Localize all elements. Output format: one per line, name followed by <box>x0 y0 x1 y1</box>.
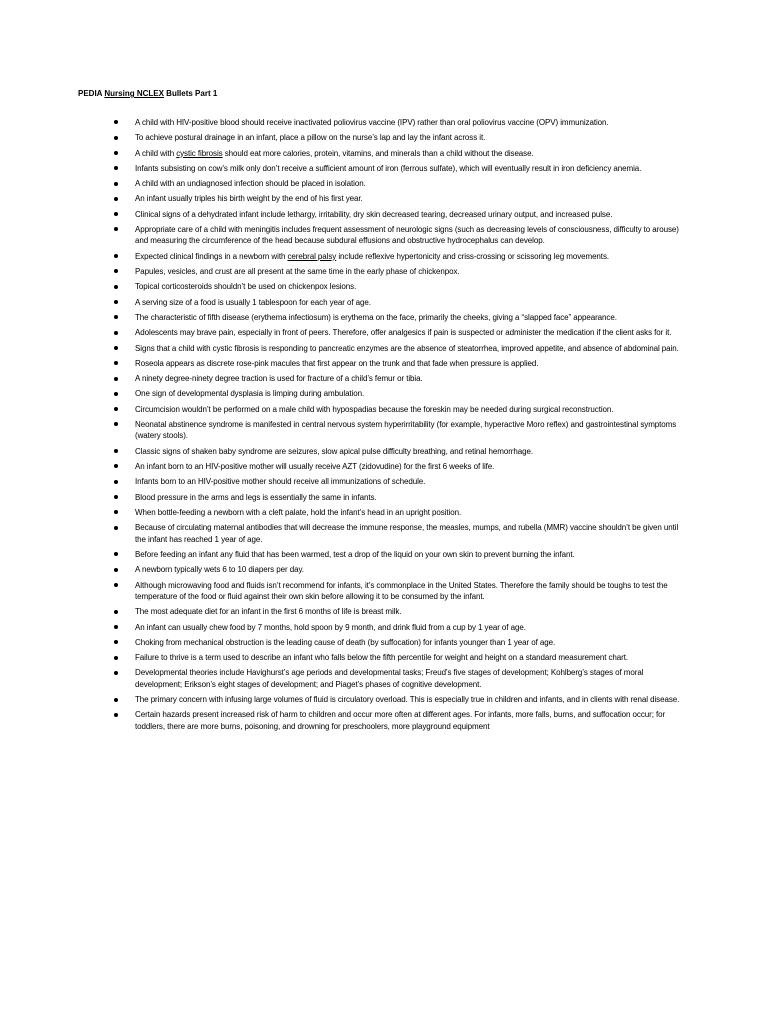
bullet-text <box>135 267 460 276</box>
bullet-text-before: A child with <box>135 148 177 158</box>
bullet-dot-icon <box>114 331 118 335</box>
bullet-link[interactable]: cystic fibrosis <box>176 148 223 158</box>
bullet-text-before: Choking from mechanical obstruction is the leading cause of death (by suffocation) for infants younger than 1 year of age. <box>135 637 556 647</box>
bullet-item <box>78 148 690 159</box>
bullet-text <box>135 607 401 616</box>
bullet-item <box>78 297 690 308</box>
bullet-item <box>78 224 690 247</box>
bullet-text-before: A child with an undiagnosed infection should be placed in isolation. <box>135 179 366 189</box>
bullet-text <box>135 447 533 456</box>
bullet-item <box>78 312 690 323</box>
bullet-text-before: Failure to thrive is a term used to describe an infant who falls below the fifth percentile for weight and height on a standard measurement chart. <box>135 653 629 663</box>
bullet-text <box>135 523 678 543</box>
bullet-text-before: The primary concern with infusing large volumes of fluid is circulatory overload. This is especially true in children and infants, and in clients with renal disease. <box>135 695 680 705</box>
bullet-text-before: A newborn typically wets 6 to 10 diapers per day. <box>135 565 304 575</box>
bullet-text <box>135 328 671 337</box>
bullet-text <box>135 313 617 322</box>
bullet-item <box>78 419 690 442</box>
bullet-text-before: Circumcision wouldn’t be performed on a male child with hypospadias because the foreskin may be needed during surgical reconstruction. <box>135 404 614 414</box>
bullet-list <box>78 117 690 732</box>
bullet-dot-icon <box>114 300 118 304</box>
bullet-dot-icon <box>114 480 118 484</box>
bullet-dot-icon <box>114 407 118 411</box>
bullet-dot-icon <box>114 610 118 614</box>
bullet-text <box>135 374 423 383</box>
title-suffix: Bullets Part 1 <box>163 89 218 98</box>
bullet-item <box>78 446 690 457</box>
bullet-item <box>78 564 690 575</box>
bullet-dot-icon <box>114 285 118 289</box>
bullet-item <box>78 476 690 487</box>
bullet-text-before: Topical corticosteroids shouldn’t be used on chickenpox lesions. <box>135 282 357 292</box>
bullet-text-before: Neonatal abstinence syndrome is manifested in central nervous system hyperirritability (for example, hyperactive Moro reflex) and gastrointestinal symptoms (watery stools). <box>135 420 677 441</box>
bullet-dot-icon <box>114 671 118 675</box>
bullet-item <box>78 132 690 143</box>
bullet-item <box>78 492 690 503</box>
bullet-text <box>135 462 494 471</box>
bullet-text-before: Signs that a child with cystic fibrosis is responding to pancreatic enzymes are the absence of steatorrhea, improved appetite, and absence of abdominal pain. <box>135 343 679 353</box>
bullet-text <box>135 638 555 647</box>
bullet-text <box>135 149 534 158</box>
bullet-dot-icon <box>114 552 118 556</box>
bullet-item <box>78 606 690 617</box>
bullet-dot-icon <box>114 377 118 381</box>
bullet-item <box>78 163 690 174</box>
bullet-item <box>78 549 690 560</box>
document-title <box>78 88 690 99</box>
bullet-text-before: When bottle-feeding a newborn with a cleft palate, hold the infant’s head in an upright position. <box>135 507 462 517</box>
bullet-text <box>135 282 356 291</box>
bullet-item <box>78 327 690 338</box>
bullet-dot-icon <box>114 422 118 426</box>
bullet-dot-icon <box>114 182 118 186</box>
bullet-dot-icon <box>114 120 118 124</box>
bullet-text-before: Although microwaving food and fluids isn’t recommend for infants, it’s commonplace in the United States. Therefore the family should be toughs to test the temperature of the food or fluid against their own skin before allowing it to be consumed by the infant. <box>135 580 668 601</box>
bullet-dot-icon <box>114 625 118 629</box>
bullet-text <box>135 710 665 730</box>
bullet-dot-icon <box>114 583 118 587</box>
bullet-item <box>78 694 690 705</box>
bullet-dot-icon <box>114 495 118 499</box>
bullet-text <box>135 118 609 127</box>
bullet-text-before: Blood pressure in the arms and legs is essentially the same in infants. <box>135 492 377 502</box>
bullet-text <box>135 623 526 632</box>
bullet-item <box>78 652 690 663</box>
bullet-text <box>135 194 363 203</box>
bullet-text-before: Expected clinical findings in a newborn with <box>135 251 288 261</box>
bullet-text <box>135 133 485 142</box>
bullet-item <box>78 507 690 518</box>
bullet-dot-icon <box>114 640 118 644</box>
bullet-dot-icon <box>114 269 118 273</box>
bullet-text-before: Adolescents may brave pain, especially in front of peers. Therefore, offer analgesics if pain is suspected or administer the medication if the client asks for it. <box>135 328 672 338</box>
bullet-item <box>78 251 690 262</box>
bullet-text-before: Before feeding an infant any fluid that has been warmed, test a drop of the liquid on your own skin to prevent burning the infant. <box>135 549 575 559</box>
bullet-item <box>78 709 690 732</box>
bullet-text-before: The most adequate diet for an infant in the first 6 months of life is breast milk. <box>135 607 402 617</box>
bullet-item <box>78 622 690 633</box>
bullet-text-before: One sign of developmental dysplasia is limping during ambulation. <box>135 389 365 399</box>
bullet-text <box>135 653 628 662</box>
bullet-text <box>135 344 679 353</box>
bullet-dot-icon <box>114 227 118 231</box>
bullet-text-before: A child with HIV-positive blood should receive inactivated poliovirus vaccine (IPV) rather than oral poliovirus vaccine (OPV) immunization. <box>135 118 609 127</box>
bullet-text-before: Clinical signs of a dehydrated infant include lethargy, irritability, dry skin decreased tearing, decreased urinary output, and increased pulse. <box>135 209 613 219</box>
bullet-item <box>78 667 690 690</box>
bullet-item <box>78 178 690 189</box>
bullet-text-before: Infants subsisting on cow’s milk only don’t receive a sufficient amount of iron (ferrous sulfate), which will eventually result in iron deficiency anemia. <box>135 163 642 173</box>
bullet-text-before: An infant usually triples his birth weight by the end of his first year. <box>135 194 363 204</box>
bullet-text <box>135 298 371 307</box>
bullet-item <box>78 580 690 603</box>
bullet-dot-icon <box>114 212 118 216</box>
bullet-item <box>78 117 690 128</box>
bullet-text-before: A serving size of a food is usually 1 tablespoon for each year of age. <box>135 297 371 307</box>
bullet-dot-icon <box>114 449 118 453</box>
bullet-dot-icon <box>114 197 118 201</box>
bullet-dot-icon <box>114 656 118 660</box>
bullet-dot-icon <box>114 166 118 170</box>
bullet-text-after: should eat more calories, protein, vitamins, and minerals than a child without the disease. <box>222 148 534 158</box>
bullet-link[interactable]: cerebral palsy <box>287 251 337 261</box>
bullet-text <box>135 225 679 245</box>
bullet-text-before: Because of circulating maternal antibodies that will decrease the immune response, the measles, mumps, and rubella (MMR) vaccine shouldn’t be given until the infant has reached 1 year of age. <box>135 523 679 544</box>
title-prefix: PEDIA <box>78 89 105 98</box>
bullet-text-before: An infant born to an HIV-positive mother will usually receive AZT (zidovudine) for the first 6 weeks of life. <box>135 462 495 472</box>
bullet-text-before: To achieve postural drainage in an infant, place a pillow on the nurse’s lap and lay the infant across it. <box>135 133 486 143</box>
bullet-text <box>135 252 609 261</box>
bullet-dot-icon <box>114 254 118 258</box>
bullet-text <box>135 668 643 688</box>
bullet-text <box>135 164 641 173</box>
bullet-dot-icon <box>114 361 118 365</box>
bullet-dot-icon <box>114 698 118 702</box>
bullet-text <box>135 550 575 559</box>
bullet-text <box>135 508 461 517</box>
bullet-dot-icon <box>114 713 118 717</box>
bullet-text-before: Appropriate care of a child with meningitis includes frequent assessment of neurologic signs (such as decreasing levels of consciousness, difficulty to arouse) and measuring the circumference of the head because subdural effusions and obstructive hydrocephalus can develop. <box>135 225 679 246</box>
bullet-text-before: Classic signs of shaken baby syndrome are seizures, slow apical pulse difficulty breathing, and retinal hemorrhage. <box>135 446 533 456</box>
bullet-item <box>78 522 690 545</box>
bullet-dot-icon <box>114 136 118 140</box>
bullet-item <box>78 266 690 277</box>
document-body <box>78 88 690 736</box>
bullet-text-before: Roseola appears as discrete rose-pink macules that first appear on the trunk and that fade when pressure is applied. <box>135 358 539 368</box>
bullet-item <box>78 373 690 384</box>
bullet-text-before: An infant can usually chew food by 7 months, hold spoon by 9 month, and drink fluid from a cup by 1 year of age. <box>135 622 526 632</box>
bullet-text-before: Developmental theories include Havighurst’s age periods and developmental tasks; Freud’s five stages of development; Kohlberg’s stages of moral development; Erikson’s eight stages of development; and Piaget’s phases of cognitive development. <box>135 668 644 689</box>
bullet-text <box>135 477 425 486</box>
bullet-dot-icon <box>114 392 118 396</box>
bullet-text <box>135 179 366 188</box>
bullet-text <box>135 493 377 502</box>
title-underlined: Nursing NCLEX <box>104 89 164 98</box>
bullet-text <box>135 695 679 704</box>
bullet-item <box>78 461 690 472</box>
bullet-item <box>78 637 690 648</box>
bullet-dot-icon <box>114 151 118 155</box>
bullet-item <box>78 193 690 204</box>
bullet-item <box>78 388 690 399</box>
bullet-text-before: Infants born to an HIV-positive mother should receive all immunizations of schedule. <box>135 477 426 487</box>
bullet-text <box>135 389 364 398</box>
bullet-item <box>78 343 690 354</box>
bullet-text <box>135 359 538 368</box>
bullet-dot-icon <box>114 568 118 572</box>
bullet-dot-icon <box>114 510 118 514</box>
bullet-text-before: A ninety degree-ninety degree traction is used for fracture of a child’s femur or tibia. <box>135 374 423 384</box>
bullet-text-before: The characteristic of fifth disease (erythema infectiosum) is erythema on the face, primarily the cheeks, giving a “slapped face” appearance. <box>135 312 617 322</box>
bullet-dot-icon <box>114 526 118 530</box>
bullet-item <box>78 209 690 220</box>
bullet-text <box>135 420 676 440</box>
bullet-text <box>135 581 668 601</box>
bullet-text <box>135 565 304 574</box>
bullet-dot-icon <box>114 315 118 319</box>
bullet-item <box>78 281 690 292</box>
bullet-text <box>135 405 613 414</box>
bullet-text <box>135 210 612 219</box>
bullet-dot-icon <box>114 346 118 350</box>
bullet-text-after: include reflexive hypertonicity and criss-crossing or scissoring leg movements. <box>336 251 610 261</box>
bullet-item <box>78 404 690 415</box>
bullet-item <box>78 358 690 369</box>
bullet-text-before: Certain hazards present increased risk of harm to children and occur more often at different ages. For infants, more falls, burns, and suffocation occur; for toddlers, there are more burns, poisoning, and drowning for preschoolers, more playground equipment <box>135 710 666 731</box>
bullet-text-before: Papules, vesicles, and crust are all present at the same time in the early phase of chickenpox. <box>135 267 460 277</box>
bullet-dot-icon <box>114 464 118 468</box>
